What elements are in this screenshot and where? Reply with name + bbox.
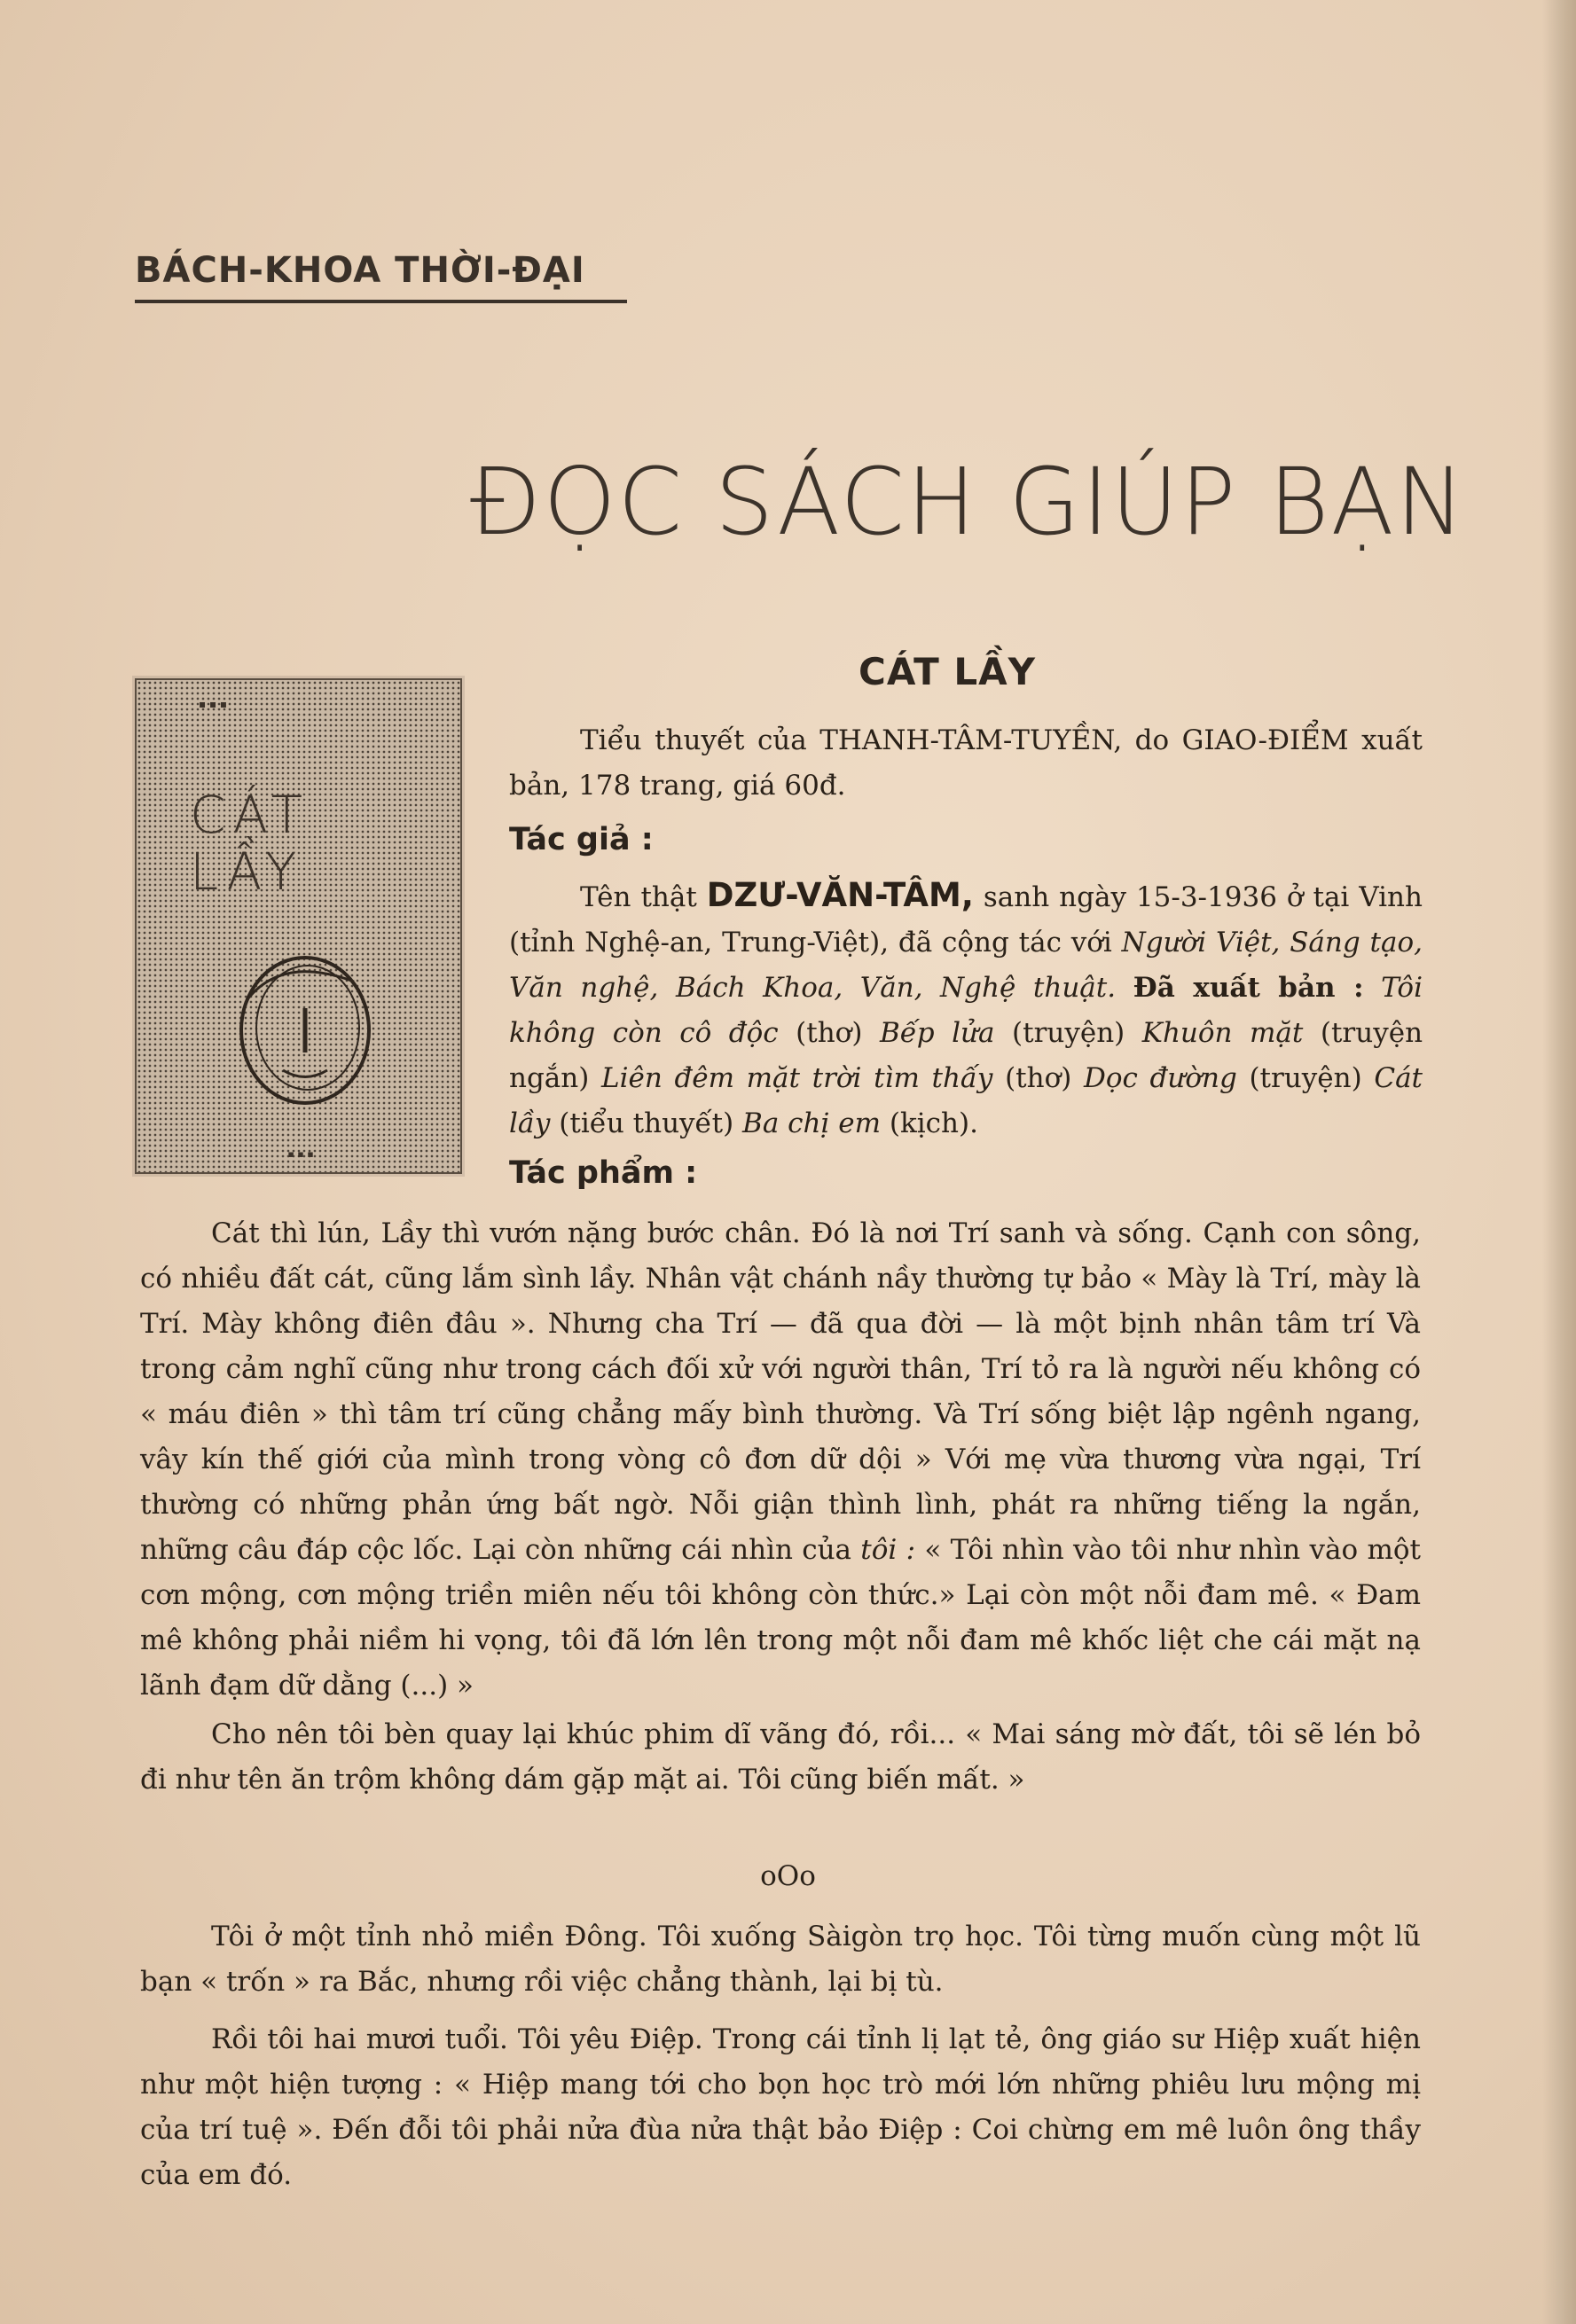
author-bio — [509, 872, 1423, 1146]
work-title: Khuôn mặt — [1141, 1017, 1304, 1049]
work-title: Tôi không còn cô độc — [509, 972, 1423, 1049]
work-title: Bếp lửa — [879, 1017, 995, 1049]
author-heading: Tác giả : — [509, 822, 654, 857]
cover-author-small: ▪ ▪ ▪ — [199, 698, 228, 710]
bio-rest: sanh ngày 15-3-1936 ở tại Vinh (tỉnh Nghệ-an, Trung-Việt), đã cộng tác với — [509, 881, 1423, 959]
work-genre: (thơ) — [1005, 1062, 1072, 1094]
work-title: Liên đêm mặt trời tìm thấy — [601, 1062, 993, 1094]
page-title: ĐỌC SÁCH GIÚP BẠN — [470, 448, 1467, 556]
cover-publisher: ▪ ▪ ▪ — [287, 1148, 314, 1160]
paragraph-3: Tôi ở một tỉnh nhỏ miền Đông. Tôi xuống Sàigòn trọ học. Tôi từng muốn cùng một lũ bạn « trốn » ra Bắc, nhưng rồi việc chẳng thành, lại bị tù. — [140, 1921, 1421, 1998]
section-header: BÁCH-KHOA THỜI-ĐẠI — [135, 250, 627, 303]
bio-outlets: Người Việt, Sáng tạo, Văn nghệ, Bách Khoa, Văn, Nghệ thuật. — [509, 927, 1423, 1004]
face-drawing-icon — [230, 946, 380, 1115]
paragraph-2: Cho nên tôi bèn quay lại khúc phim dĩ vãng đó, rồi... « Mai sáng mờ đất, tôi sẽ lén bỏ đi như tên ăn trộm không dám gặp mặt ai. Tôi cũng biến mất. » — [140, 1718, 1421, 1796]
page-edge — [1542, 0, 1576, 2324]
book-cover-image — [135, 678, 462, 1174]
works-body-continued — [140, 1914, 1421, 2198]
work-genre: (thơ) — [796, 1017, 863, 1049]
work-title: Ba chị em — [742, 1107, 882, 1139]
work-genre: (kịch). — [889, 1107, 978, 1139]
works-body — [140, 1211, 1421, 1803]
paragraph-4: Rồi tôi hai mươi tuổi. Tôi yêu Điệp. Trong cái tỉnh lị lạt tẻ, ông giáo sư Hiệp xuất hiện như một hiện tượng : « Hiệp mang tới cho bọn học trò mới lớn những phiêu lưu mộng mị của trí tuệ ». Đến đỗi tôi phải nửa đùa nửa thật bảo Điệp : Coi chừng em mê luôn ông thầy của em đó. — [140, 2023, 1421, 2191]
published-label: Đã xuất bản : — [1133, 972, 1364, 1004]
paragraph-1-end: « Tôi nhìn vào tôi như nhìn vào một cơn mộng, cơn mộng triền miên nếu tôi không còn thức.» Lại còn một nỗi đam mê. « Đam mê không phải niềm hi vọng, tôi đã lớn lên trong một nỗi đam mê khốc liệt che cái mặt nạ lãnh đạm dữ dằng (...) » — [140, 1534, 1421, 1702]
work-title: Dọc đường — [1084, 1062, 1237, 1094]
author-real-name: DZƯ-VĂN-TÂM, — [706, 876, 974, 914]
summary-text: Tiểu thuyết của THANH-TÂM-TUYỀN, do GIAO-ĐIỂM xuất bản, 178 trang, giá 60đ. — [509, 724, 1423, 802]
paragraph-1: Cát thì lún, Lầy thì vướn nặng bước chân. Đó là nơi Trí sanh và sống. Cạnh con sông, có nhiều đất cát, cũng lắm sình lầy. Nhân vật chánh nầy thường tự bảo « Mày là Trí, mày là Trí. Mày không điên đâu ». Nhưng cha Trí — đã qua đời — là một bịnh nhân tâm trí Và trong cảm nghĩ cũng như trong cách đối xử với người thân, Trí tỏ ra là người nếu không có « máu điên » thì tâm trí cũng chẳng mấy bình thường. Và Trí sống biệt lập ngênh ngang, vây kín thế giới của mình trong vòng cô đơn dữ dội » Với mẹ vừa thương vừa ngại, Trí thường có những phản ứng bất ngờ. Nỗi giận thình lình, phát ra những tiếng la ngắn, những câu đáp cộc lốc. Lại còn những cái nhìn của — [140, 1217, 1421, 1566]
cover-title: CÁT LẦY — [190, 785, 310, 902]
bio-lead: Tên thật — [580, 881, 697, 913]
book-title: CÁT LẦY — [859, 650, 1037, 693]
works-heading: Tác phẩm : — [509, 1155, 698, 1191]
work-genre: (truyện ngắn) — [509, 1017, 1423, 1094]
work-genre: (tiểu thuyết) — [559, 1107, 734, 1139]
book-summary — [509, 718, 1423, 809]
work-genre: (truyện) — [1012, 1017, 1125, 1049]
separator: oOo — [760, 1860, 816, 1892]
work-genre: (truyện) — [1249, 1062, 1362, 1094]
work-title: Cát lầy — [509, 1062, 1423, 1139]
paragraph-1-italic: tôi : — [860, 1534, 916, 1566]
